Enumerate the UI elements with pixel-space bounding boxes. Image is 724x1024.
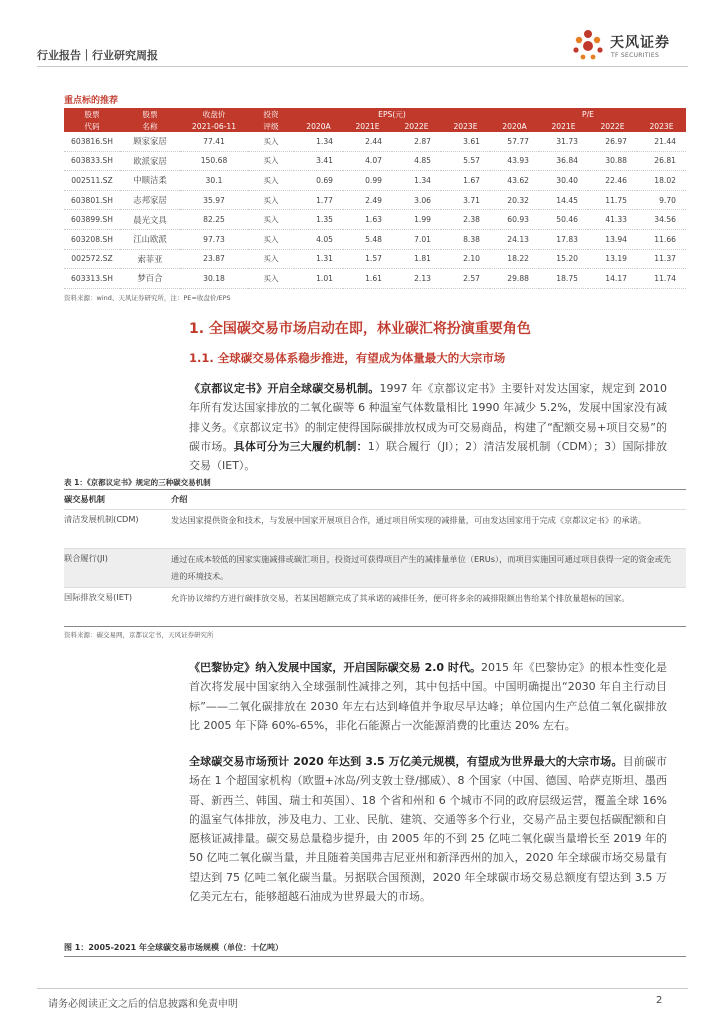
- eps-value: 2.44: [343, 132, 392, 151]
- eps-value: 4.05: [294, 229, 343, 249]
- pe-value: 18.02: [637, 171, 686, 191]
- eps-value: 5.48: [343, 229, 392, 249]
- eps-value: 1.63: [343, 210, 392, 230]
- pe-value: 13.94: [588, 229, 637, 249]
- tf-logo-icon: [570, 26, 606, 62]
- paragraph-kyoto-lead-2: 具体可分为三大履约机制：: [233, 439, 368, 453]
- section-heading-1-1: 1.1. 全球碳交易体系稳步推进，有望成为体量最大的大宗市场: [189, 351, 506, 365]
- header-divider: [37, 66, 688, 67]
- eps-value: 1.01: [294, 269, 343, 289]
- eps-value: 1.81: [392, 249, 441, 269]
- pe-value: 36.84: [539, 151, 588, 171]
- rec-header-row-1: [64, 108, 686, 120]
- stock-name: 志邦家居: [120, 190, 180, 210]
- paragraph-kyoto: [189, 379, 667, 475]
- mechanism-name: 联合履行(JI): [64, 553, 108, 563]
- eps-value: 1.34: [392, 171, 441, 191]
- eps-value: 2.10: [441, 249, 490, 269]
- col-eps: EPS(元): [294, 108, 490, 120]
- eps-value: 2.49: [343, 190, 392, 210]
- stock-code: 002511.SZ: [64, 171, 120, 191]
- eps-value: 1.31: [294, 249, 343, 269]
- table-caption: 表 1：《京都议定书》规定的三种碳交易机制: [64, 478, 211, 487]
- eps-value: 1.35: [294, 210, 343, 230]
- col-year: 2023E: [441, 120, 490, 132]
- rec-table-row: [64, 210, 686, 230]
- pe-value: 30.40: [539, 171, 588, 191]
- eps-value: 4.85: [392, 151, 441, 171]
- col-code: 股票: [64, 108, 120, 120]
- close-price: 82.25: [180, 210, 248, 230]
- col-year: 2020A: [294, 120, 343, 132]
- rec-table-row: [64, 132, 686, 151]
- mechanism-desc: 通过在成本较低的国家实施减排或碳汇项目，投资过可获得项目产生的减排量单位（ERUs），而项目实施国可通过项目获得一定的资金或先进的环境技术。: [171, 554, 672, 581]
- rec-table: [64, 108, 686, 289]
- stock-name: 欧派家居: [120, 151, 180, 171]
- stock-code: 603208.SH: [64, 229, 120, 249]
- col-year: 2021E: [343, 120, 392, 132]
- eps-value: 5.57: [441, 151, 490, 171]
- pe-value: 11.75: [588, 190, 637, 210]
- close-price: 150.68: [180, 151, 248, 171]
- col-year: 2023E: [637, 120, 686, 132]
- close-price: 35.97: [180, 190, 248, 210]
- eps-value: 3.06: [392, 190, 441, 210]
- rec-source-note: 资料来源：wind、天风证券研究所，注：PE=收盘价/EPS: [64, 294, 231, 302]
- eps-value: 3.71: [441, 190, 490, 210]
- rec-table-row: [64, 269, 686, 289]
- eps-value: 1.67: [441, 171, 490, 191]
- mechanism-name: 国际排放交易(IET): [64, 592, 133, 602]
- table-source-note: 资料来源：碳交易网，京都议定书，天风证券研究所: [64, 631, 214, 639]
- pe-value: 15.20: [539, 249, 588, 269]
- col-year: 2020A: [490, 120, 539, 132]
- rec-table-row: [64, 151, 686, 171]
- eps-value: 2.38: [441, 210, 490, 230]
- table-top-rule: [64, 489, 686, 490]
- pe-value: 9.70: [637, 190, 686, 210]
- mechanism-desc: 发达国家提供资金和技术，与发展中国家开展项目合作，通过项目所实现的减排量，可由发达国家用于完成《京都议定书》的承诺。: [171, 515, 646, 525]
- paragraph-market-text: 目前碳市场在 1 个超国家机构（欧盟+冰岛/列支敦士登/挪威）、8 个国家（中国、德国、哈萨克斯坦、墨西哥、新西兰、韩国、瑞士和英国）、18 个省和州和 6 个城市不同的政府层级运营，覆盖全球 16%的温室气体排放，涉及电力、工业、民航、建筑、交通等多个行业，交易产品主要包括碳配额和自愿核证减排量。碳交易总量稳步提升，由 2005 年的不到 25 亿吨二氧化碳当量增长至 2019 年的 50 亿吨二氧化碳当量，并且随着美国弗吉尼亚州和新泽西州的加入，2020 年全球碳市场交易量有望达到 75 亿吨二氧化碳当量。另据联合国预测，2020 年全球碳市场交易总额度有望达到 3.5 万亿美元左右，能够超越石油成为世界最大的市场。: [189, 755, 667, 904]
- paragraph-paris-text: 2015 年《巴黎协定》的根本性变化是首次将发展中国家纳入全球强制性减排之列，其中包括中国。中国明确提出“2030 年自主行动目标”——二氧化碳排放在 2030 年左右达到峰值并争取尽早达峰；单位国内生产总值二氧化碳排放比 2005 年下降 60%-65%，非化石能源占一次能源消费的比重达 20% 左右。: [189, 661, 667, 732]
- stock-code: 002572.SZ: [64, 249, 120, 269]
- pe-value: 18.75: [539, 269, 588, 289]
- pe-value: 34.56: [637, 210, 686, 230]
- eps-value: 8.38: [441, 229, 490, 249]
- rating: 买入: [248, 132, 294, 151]
- table-header-row: [64, 491, 686, 510]
- footer-divider: [37, 988, 688, 989]
- brand-sub: TF SECURITIES: [611, 52, 660, 59]
- rating: 买入: [248, 210, 294, 230]
- paragraph-kyoto-lead: 《京都议定书》开启全球碳交易机制。: [189, 382, 380, 395]
- rating: 买入: [248, 171, 294, 191]
- eps-value: 1.99: [392, 210, 441, 230]
- pe-value: 50.46: [539, 210, 588, 230]
- pe-value: 11.37: [637, 249, 686, 269]
- pe-value: 21.44: [637, 132, 686, 151]
- paragraph-market-lead: 全球碳交易市场预计 2020 年达到 3.5 万亿美元规模，有望成为世界最大的大宗市场。: [189, 755, 623, 768]
- stock-code: 603833.SH: [64, 151, 120, 171]
- pe-value: 11.74: [637, 269, 686, 289]
- table-row: [64, 549, 686, 588]
- pe-value: 41.33: [588, 210, 637, 230]
- close-price: 23.87: [180, 249, 248, 269]
- col-pe: P/E: [490, 108, 686, 120]
- rec-table-title: 重点标的推荐: [64, 96, 119, 106]
- table-row: [64, 588, 686, 627]
- pe-value: 43.62: [490, 171, 539, 191]
- figure-rule: [64, 956, 686, 957]
- eps-value: 1.77: [294, 190, 343, 210]
- mechanism-desc: 允许协议缔约方进行碳排放交易，若某国超额完成了其承诺的减排任务，便可将多余的减排限额出售给某个排放量超标的国家。: [171, 593, 630, 603]
- pe-value: 26.81: [637, 151, 686, 171]
- rating: 买入: [248, 249, 294, 269]
- col-rating-2: 评级: [248, 120, 294, 132]
- eps-value: 3.61: [441, 132, 490, 151]
- table-row: [64, 510, 686, 549]
- eps-value: 1.61: [343, 269, 392, 289]
- section-heading-1: 1. 全国碳交易市场启动在即，林业碳汇将扮演重要角色: [189, 321, 531, 337]
- stock-code: 603899.SH: [64, 210, 120, 230]
- brand-name: 天风证券: [610, 35, 670, 51]
- col-year: 2021E: [539, 120, 588, 132]
- stock-name: 中顺洁柔: [120, 171, 180, 191]
- paragraph-market: [189, 752, 667, 906]
- eps-value: 7.01: [392, 229, 441, 249]
- eps-value: 2.13: [392, 269, 441, 289]
- col-code-2: 代码: [64, 120, 120, 132]
- rec-table-row: [64, 190, 686, 210]
- col-price: 收盘价: [180, 108, 248, 120]
- pe-value: 14.17: [588, 269, 637, 289]
- pe-value: 57.77: [490, 132, 539, 151]
- eps-value: 0.99: [343, 171, 392, 191]
- pe-value: 18.22: [490, 249, 539, 269]
- paragraph-paris-lead: 《巴黎协定》纳入发展中国家，开启国际碳交易 2.0 时代。: [189, 661, 482, 674]
- stock-name: 索菲亚: [120, 249, 180, 269]
- pe-value: 30.88: [588, 151, 637, 171]
- pe-value: 13.19: [588, 249, 637, 269]
- col-year: 2022E: [588, 120, 637, 132]
- close-price: 30.1: [180, 171, 248, 191]
- pe-value: 11.66: [637, 229, 686, 249]
- paragraph-kyoto-text: 1997 年《京都议定书》主要针对发达国家，规定到 2010 年所有发达国家排放的二氧化碳等 6 种温室气体数量相比 1990 年减少 5.2%，发展中国家没有减排义务。《京都议定书》的制定使得国际碳排放权成为可交易商品，构建了“配额交易+项目交易”的碳市场。: [189, 382, 668, 453]
- rating: 买入: [248, 190, 294, 210]
- pe-value: 29.88: [490, 269, 539, 289]
- pe-value: 60.93: [490, 210, 539, 230]
- eps-value: 1.57: [343, 249, 392, 269]
- footer-disclaimer: 请务必阅读正文之后的信息披露和免责申明: [48, 999, 238, 1010]
- col-rating: 投资: [248, 108, 294, 120]
- eps-value: 4.07: [343, 151, 392, 171]
- pe-value: 20.32: [490, 190, 539, 210]
- report-type: 行业报告｜行业研究周报: [37, 49, 158, 62]
- eps-value: 2.87: [392, 132, 441, 151]
- col-mechanism: 碳交易机制: [64, 494, 105, 504]
- pe-value: 26.97: [588, 132, 637, 151]
- col-name-2: 名称: [120, 120, 180, 132]
- eps-value: 0.69: [294, 171, 343, 191]
- rec-table-row: [64, 249, 686, 269]
- stock-name: 江山欧派: [120, 229, 180, 249]
- pe-value: 43.93: [490, 151, 539, 171]
- rating: 买入: [248, 229, 294, 249]
- stock-code: 603816.SH: [64, 132, 120, 151]
- pe-value: 22.46: [588, 171, 637, 191]
- pe-value: 24.13: [490, 229, 539, 249]
- eps-value: 1.34: [294, 132, 343, 151]
- rec-table-row: [64, 171, 686, 191]
- paragraph-kyoto-text-2: 1）联合履行（JI）；2）清洁发展机制（CDM）；3）国际排放交易（IET）。: [189, 439, 668, 473]
- figure-caption: 图 1：2005-2021 年全球碳交易市场规模（单位：十亿吨）: [64, 943, 283, 952]
- rec-table-row: [64, 229, 686, 249]
- brand-logo: [570, 26, 690, 66]
- col-intro: 介绍: [171, 494, 188, 504]
- close-price: 30.18: [180, 269, 248, 289]
- stock-name: 顾家家居: [120, 132, 180, 151]
- mechanism-name: 清洁发展机制(CDM): [64, 514, 139, 524]
- rating: 买入: [248, 269, 294, 289]
- page-number: 2: [656, 995, 663, 1006]
- col-price-date: 2021-06-11: [180, 120, 248, 132]
- mechanism-table: [64, 491, 686, 627]
- col-year: 2022E: [392, 120, 441, 132]
- paragraph-paris: [189, 658, 667, 735]
- close-price: 97.73: [180, 229, 248, 249]
- rec-header-row-2: [64, 120, 686, 132]
- close-price: 77.41: [180, 132, 248, 151]
- eps-value: 2.57: [441, 269, 490, 289]
- col-name: 股票: [120, 108, 180, 120]
- eps-value: 3.41: [294, 151, 343, 171]
- stock-code: 603801.SH: [64, 190, 120, 210]
- rating: 买入: [248, 151, 294, 171]
- stock-code: 603313.SH: [64, 269, 120, 289]
- pe-value: 31.73: [539, 132, 588, 151]
- stock-name: 梦百合: [120, 269, 180, 289]
- stock-name: 晨光文具: [120, 210, 180, 230]
- pe-value: 17.83: [539, 229, 588, 249]
- pe-value: 14.45: [539, 190, 588, 210]
